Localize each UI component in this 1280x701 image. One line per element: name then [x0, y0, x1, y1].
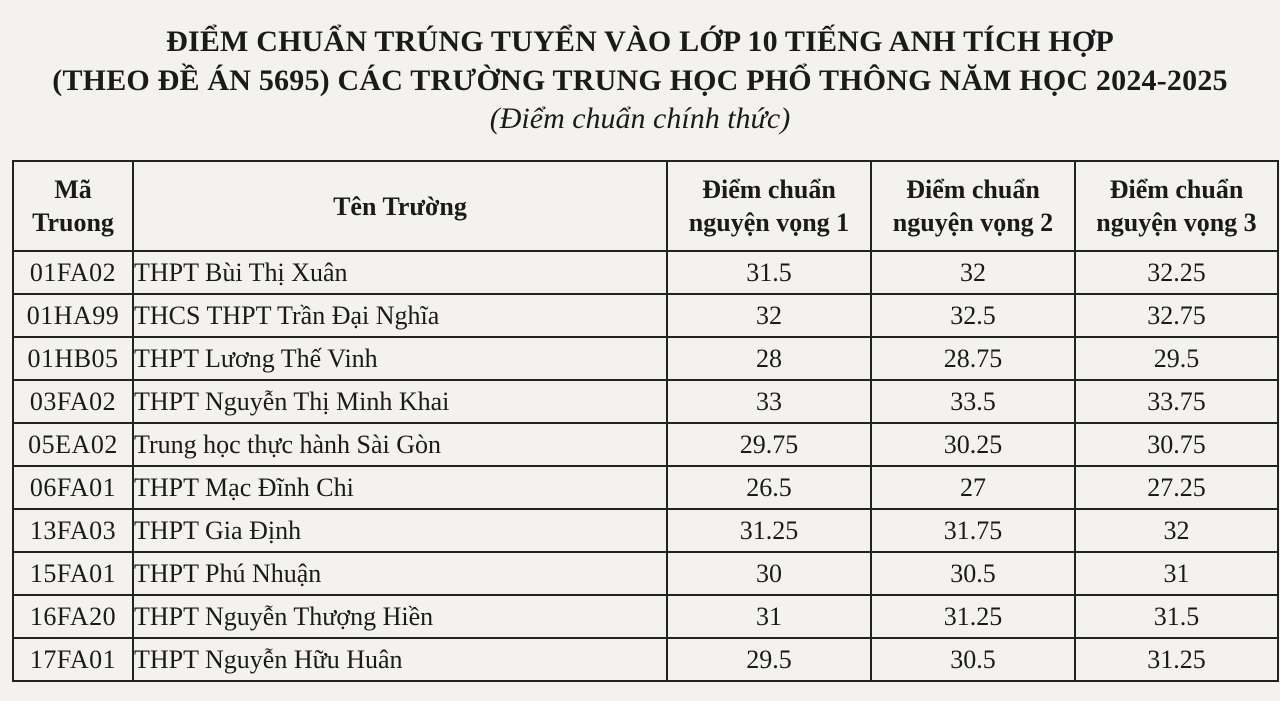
- nv2-score-cell: 28.75: [871, 337, 1075, 380]
- nv2-score-cell: 30.5: [871, 552, 1075, 595]
- nv1-score-cell: 33: [667, 380, 871, 423]
- header-nv2-line-1: Điểm chuẩn: [906, 175, 1040, 204]
- school-code-cell: 01FA02: [13, 251, 133, 294]
- table-row: [13, 294, 1278, 337]
- school-name-cell: THPT Bùi Thị Xuân: [133, 251, 667, 294]
- school-code-cell: 05EA02: [13, 423, 133, 466]
- nv1-score-cell: 26.5: [667, 466, 871, 509]
- table-row: [13, 509, 1278, 552]
- header-nv1-line-1: Điểm chuẩn: [702, 175, 836, 204]
- table-row: [13, 423, 1278, 466]
- table-row: [13, 638, 1278, 681]
- nv1-score-cell: 31.5: [667, 251, 871, 294]
- nv2-score-cell: 33.5: [871, 380, 1075, 423]
- nv3-score-cell: 32: [1075, 509, 1278, 552]
- school-name-cell: THPT Nguyễn Thị Minh Khai: [133, 380, 667, 423]
- school-code-cell: 01HA99: [13, 294, 133, 337]
- title-line-2: (THEO ĐỀ ÁN 5695) CÁC TRƯỜNG TRUNG HỌC PHỔ THÔNG NĂM HỌC 2024-2025: [52, 64, 1228, 97]
- nv1-score-cell: 28: [667, 337, 871, 380]
- nv2-score-cell: 32: [871, 251, 1075, 294]
- nv3-score-cell: 30.75: [1075, 423, 1278, 466]
- school-name-cell: THPT Phú Nhuận: [133, 552, 667, 595]
- table-row: [13, 595, 1278, 638]
- nv1-score-cell: 30: [667, 552, 871, 595]
- header-name-label: Tên Trường: [333, 191, 467, 221]
- nv2-score-cell: 31.25: [871, 595, 1075, 638]
- school-code-cell: 17FA01: [13, 638, 133, 681]
- nv1-score-cell: 29.75: [667, 423, 871, 466]
- nv3-score-cell: 31.5: [1075, 595, 1278, 638]
- school-name-cell: THPT Nguyễn Thượng Hiền: [133, 595, 667, 638]
- nv3-score-cell: 31: [1075, 552, 1278, 595]
- school-name-cell: THPT Nguyễn Hữu Huân: [133, 638, 667, 681]
- school-code-cell: 06FA01: [13, 466, 133, 509]
- nv1-score-cell: 31.25: [667, 509, 871, 552]
- table-row: [13, 337, 1278, 380]
- table-row: [13, 552, 1278, 595]
- nv2-score-cell: 30.25: [871, 423, 1075, 466]
- school-name-cell: THPT Gia Định: [133, 509, 667, 552]
- nv3-score-cell: 29.5: [1075, 337, 1278, 380]
- document-header: [0, 22, 1280, 138]
- nv1-score-cell: 29.5: [667, 638, 871, 681]
- table-row: [13, 251, 1278, 294]
- table-body: [13, 251, 1278, 681]
- header-code-line-1: Mã: [54, 175, 92, 204]
- table-row: [13, 380, 1278, 423]
- table-header: [13, 161, 1278, 251]
- school-name-cell: THPT Lương Thế Vinh: [133, 337, 667, 380]
- nv2-score-cell: 31.75: [871, 509, 1075, 552]
- nv3-score-cell: 31.25: [1075, 638, 1278, 681]
- header-nv1-line-2: nguyện vọng 1: [688, 208, 850, 237]
- header-nv2-line-2: nguyện vọng 2: [892, 208, 1054, 237]
- header-school-code: [13, 161, 133, 251]
- nv2-score-cell: 27: [871, 466, 1075, 509]
- nv3-score-cell: 33.75: [1075, 380, 1278, 423]
- header-nv3: [1075, 161, 1278, 251]
- nv3-score-cell: 32.25: [1075, 251, 1278, 294]
- nv3-score-cell: 27.25: [1075, 466, 1278, 509]
- header-nv3-line-2: nguyện vọng 3: [1096, 208, 1257, 237]
- header-code-line-2: Truong: [32, 208, 114, 237]
- nv2-score-cell: 30.5: [871, 638, 1075, 681]
- table-row: [13, 466, 1278, 509]
- header-school-name: [133, 161, 667, 251]
- school-code-cell: 16FA20: [13, 595, 133, 638]
- school-code-cell: 13FA03: [13, 509, 133, 552]
- school-name-cell: THCS THPT Trần Đại Nghĩa: [133, 294, 667, 337]
- school-code-cell: 01HB05: [13, 337, 133, 380]
- nv1-score-cell: 31: [667, 595, 871, 638]
- nv1-score-cell: 32: [667, 294, 871, 337]
- school-name-cell: THPT Mạc Đĩnh Chi: [133, 466, 667, 509]
- nv2-score-cell: 32.5: [871, 294, 1075, 337]
- header-nv3-line-1: Điểm chuẩn: [1109, 175, 1244, 204]
- school-code-cell: 15FA01: [13, 552, 133, 595]
- header-row: [13, 161, 1278, 251]
- school-name-cell: Trung học thực hành Sài Gòn: [133, 423, 667, 466]
- admission-scores-table: [12, 160, 1279, 682]
- nv3-score-cell: 32.75: [1075, 294, 1278, 337]
- header-nv1: [667, 161, 871, 251]
- header-nv2: [871, 161, 1075, 251]
- subtitle: (Điểm chuẩn chính thức): [489, 102, 791, 135]
- school-code-cell: 03FA02: [13, 380, 133, 423]
- title-line-1: ĐIỂM CHUẨN TRÚNG TUYỂN VÀO LỚP 10 TIẾNG ANH TÍCH HỢP: [166, 25, 1114, 58]
